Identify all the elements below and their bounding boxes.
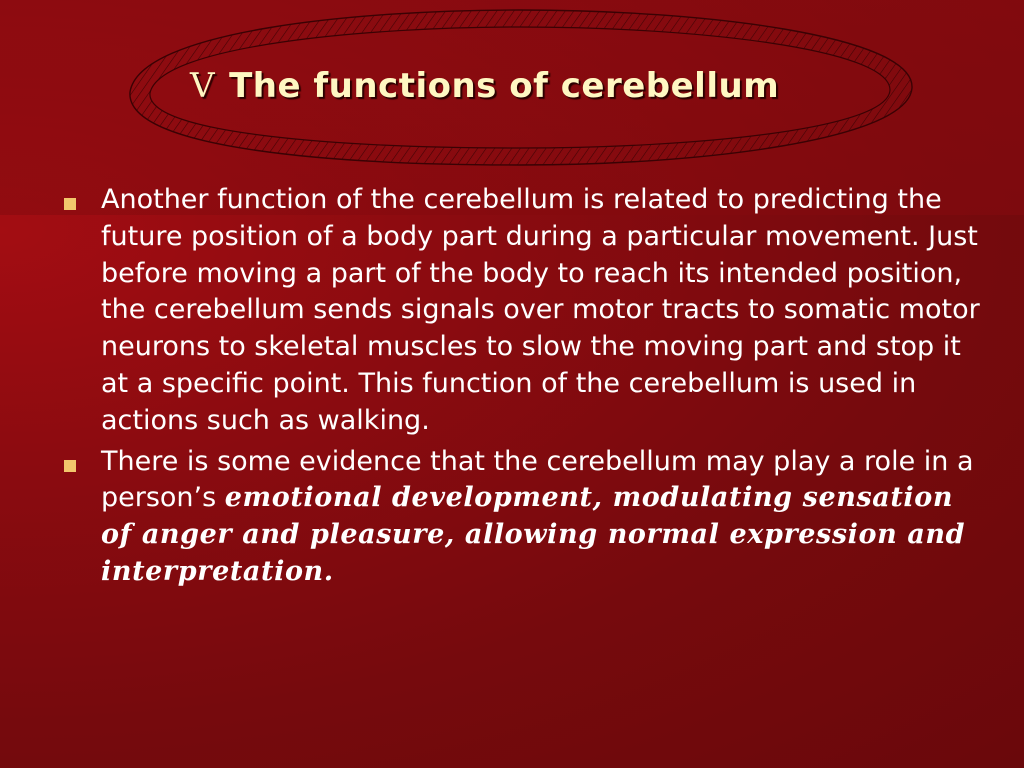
- title-text: The functions of cerebellum: [229, 66, 780, 106]
- bullet-list: [60, 182, 980, 595]
- title-prefix: Ⅴ: [190, 66, 216, 106]
- bullet-item: [60, 444, 980, 591]
- bullet-emphasis-text: emotional development, modulating sensation of anger and pleasure, allowing normal expression and interpretation.: [101, 482, 966, 587]
- slide-title: [190, 66, 890, 116]
- square-bullet-icon: [64, 198, 76, 210]
- bullet-text: There is some evidence that the cerebellum may play a role in a person’s: [101, 445, 974, 514]
- bullet-item: [60, 182, 980, 440]
- bullet-text: Another function of the cerebellum is related to predicting the future position of a body part during a particular movement. Just before moving a part of the body to reach its intended position, the cerebellum sends signals over motor tracts to somatic motor neurons to skeletal muscles to slow the moving part and stop it at a specific point. This function of the cerebellum is used in actions such as walking.: [101, 184, 980, 436]
- square-bullet-icon: [64, 460, 76, 472]
